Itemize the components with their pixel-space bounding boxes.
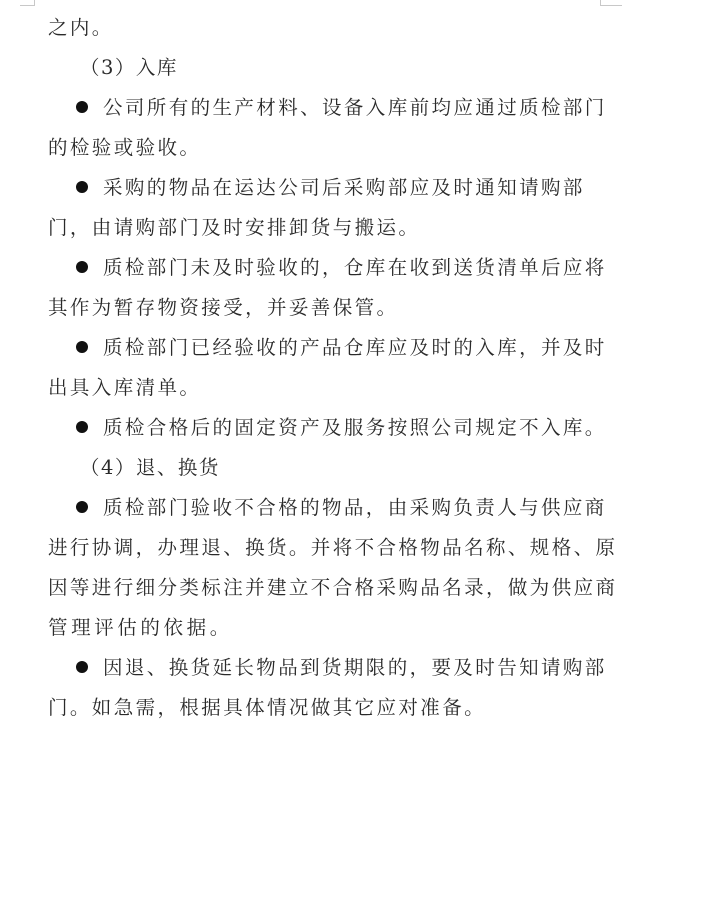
bullet-dot-icon [76, 101, 88, 113]
bullet-item [76, 328, 607, 368]
paragraph-line [48, 8, 114, 48]
line-text: 公司所有的生产材料、设备入库前均应通过质检部门 [103, 96, 607, 119]
bullet-dot-icon [76, 661, 88, 673]
paragraph-line [48, 568, 617, 608]
bullet-item [76, 408, 607, 448]
line-text: 出具入库清单。 [48, 376, 202, 399]
bullet-dot-icon [76, 341, 88, 353]
line-text: 因等进行细分类标注并建立不合格采购品名录，做为供应商 [48, 576, 618, 599]
section-heading-inbound [80, 48, 178, 88]
line-text: 管理评估的依据。 [48, 616, 233, 639]
line-text: 采购的物品在运达公司后采购部应及时通知请购部 [103, 176, 585, 199]
line-text: 其作为暂存物资接受，并妥善保管。 [48, 296, 399, 319]
line-text: 质检合格后的固定资产及服务按照公司规定不入库。 [103, 416, 607, 439]
paragraph-line [48, 688, 486, 728]
line-text: 质检部门验收不合格的物品，由采购负责人与供应商 [103, 496, 607, 519]
line-text: 因退、换货延长物品到货期限的，要及时告知请购部 [103, 656, 607, 679]
bullet-item [76, 648, 607, 688]
bullet-item [76, 168, 585, 208]
bullet-item [76, 488, 607, 528]
line-text: 质检部门未及时验收的，仓库在收到送货清单后应将 [103, 256, 607, 279]
paragraph-line [48, 128, 201, 168]
bullet-dot-icon [76, 501, 88, 513]
section-heading-returns [80, 448, 220, 488]
paragraph-line [48, 528, 617, 568]
line-text: 之内。 [48, 16, 114, 39]
line-text: 质检部门已经验收的产品仓库应及时的入库，并及时 [103, 336, 607, 359]
paragraph-line [48, 608, 233, 648]
heading-text: （4）退、换货 [80, 456, 220, 479]
paragraph-line [48, 288, 398, 328]
line-text: 的检验或验收。 [48, 136, 202, 159]
bullet-item [76, 88, 607, 128]
bullet-dot-icon [76, 261, 88, 273]
line-text: 门，由请购部门及时安排卸货与搬运。 [48, 216, 421, 239]
paragraph-line [48, 208, 420, 248]
line-text: 进行协调，办理退、换货。并将不合格物品名称、规格、原 [48, 536, 618, 559]
bullet-item [76, 248, 607, 288]
heading-text: （3）入库 [80, 56, 178, 79]
crop-mark-top-left-horizontal [20, 5, 34, 6]
line-text: 门。如急需，根据具体情况做其它应对准备。 [48, 696, 487, 719]
bullet-dot-icon [76, 181, 88, 193]
crop-mark-top-right-horizontal [600, 5, 622, 6]
paragraph-line [48, 368, 201, 408]
bullet-dot-icon [76, 421, 88, 433]
crop-mark-top-left [34, 0, 35, 6]
